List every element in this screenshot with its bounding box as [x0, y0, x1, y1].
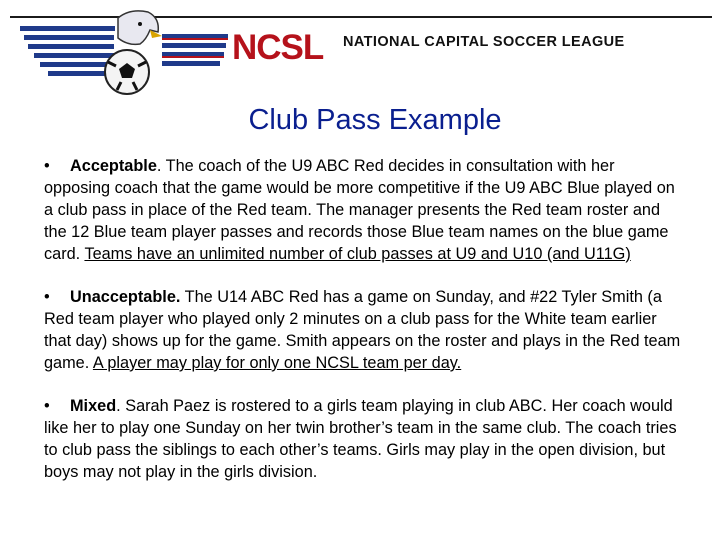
- paragraph-text: Sarah Paez is rostered to a girls team playing in club ABC. Her coach would like her to play one Sunday on her twin brother’s team in the same club. The coach tries to club pass the siblings to each other’s teams. Girls may play in the open division, but boys may not play in the girls division.: [44, 397, 677, 481]
- paragraph-acceptable: • Acceptable. The coach of the U9 ABC Red decides in consultation with her opposing coach that the game would be more competitive if the U9 ABC Blue played on a club pass in place of the Red team. The manager presents the Red team roster and the 12 Blue team player passes and records those Blue team names on the blue game card. Teams have an unlimited number of club passes at U9 and U10 (and U11G): [44, 157, 675, 263]
- bullet: •: [44, 157, 50, 175]
- header-banner: [0, 0, 720, 100]
- label: Acceptable: [70, 157, 157, 175]
- brand-long: NATIONAL CAPITAL SOCCER LEAGUE: [343, 34, 625, 50]
- rule-text: A player may play for only one NCSL team per day.: [92, 354, 462, 372]
- label: Unacceptable.: [70, 288, 181, 306]
- bullet: •: [44, 288, 50, 306]
- rule-text: Teams have an unlimited number of club passes at U9 and U10 (and U11G): [84, 245, 631, 263]
- paragraph-text: The U14 ABC Red has a game on Sunday, and #22 Tyler Smith (a Red team player who played only 2 minutes on a club pass for the White team earlier that day) shows up for the game. Smith appears on the roster and plays in the Red team game.: [44, 288, 681, 372]
- brand-short: NCSL: [232, 28, 324, 67]
- page-title: Club Pass Example: [248, 104, 502, 136]
- eagle-soccer-ball-icon: [0, 0, 720, 100]
- body-content: [44, 155, 684, 504]
- label: Mixed: [70, 397, 117, 415]
- paragraph-unacceptable: [44, 286, 684, 374]
- bullet: •: [44, 397, 50, 415]
- paragraph-mixed: • Mixed. Sarah Paez is rostered to a girls team playing in club ABC. Her coach would like her to play one Sunday on her twin brother’s team in the same club. The coach tries to club pass the siblings to each other’s teams. Girls may play in the open division, but boys may not play in the girls division.: [44, 397, 677, 481]
- paragraph-text: The coach of the U9 ABC Red decides in consultation with her opposing coach that the game would be more competitive if the U9 ABC Blue played on a club pass in place of the Red team. The manager presents the Red team roster and the 12 Blue team player passes and records those Blue team names on the blue game card.: [44, 157, 675, 263]
